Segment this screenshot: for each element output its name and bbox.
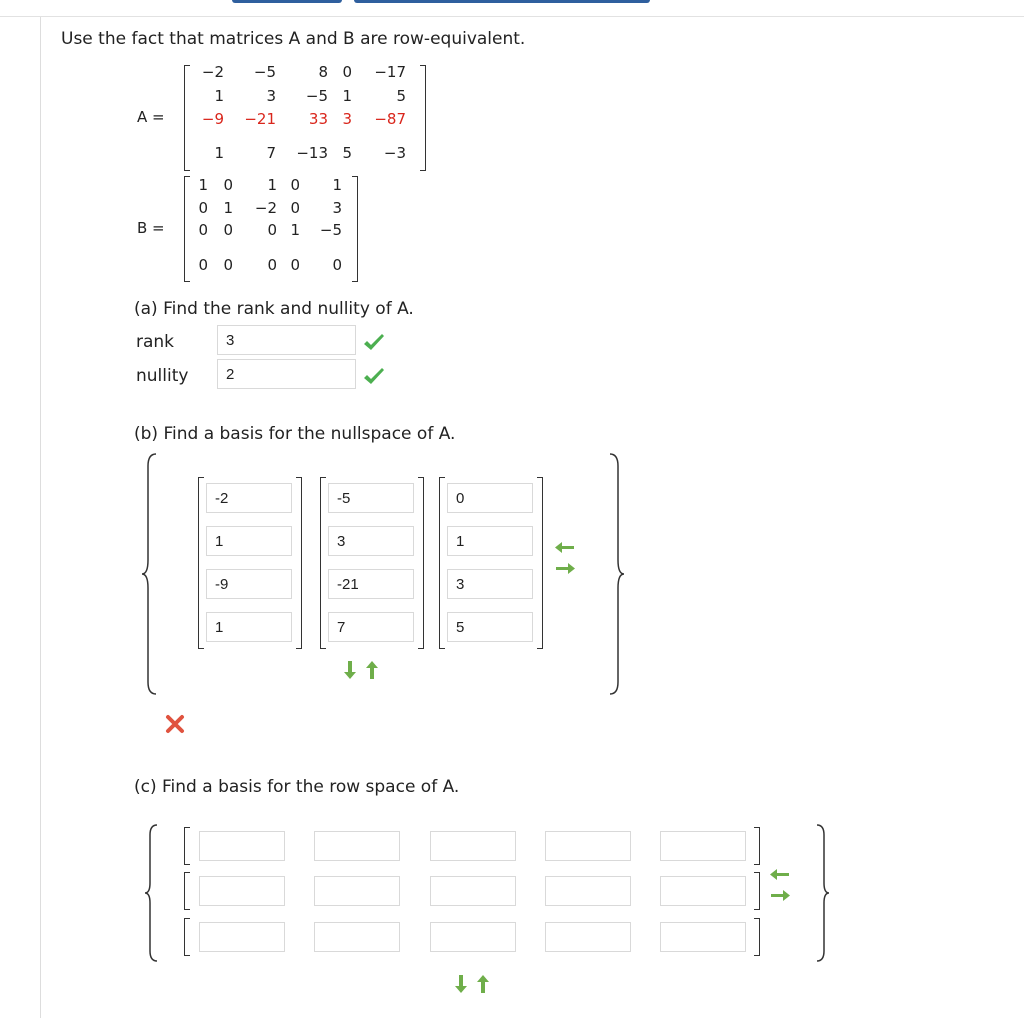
nullspace-vector-entry[interactable]: -5 bbox=[328, 483, 414, 513]
rowspace-entry-input[interactable] bbox=[545, 876, 631, 906]
matrix-a-cell: 1 bbox=[214, 87, 224, 105]
matrix-b-right-bracket bbox=[352, 176, 358, 282]
left-divider bbox=[40, 17, 41, 1018]
row-left-bracket bbox=[184, 918, 190, 956]
top-button-left[interactable] bbox=[232, 0, 342, 3]
rowspace-entry-input[interactable] bbox=[314, 831, 400, 861]
nullspace-vector-entry[interactable]: 0 bbox=[447, 483, 533, 513]
rowspace-entry-input[interactable] bbox=[545, 831, 631, 861]
matrix-b-cell: 0 bbox=[332, 256, 342, 274]
prompt-text: Use the fact that matrices A and B are row-equivalent. bbox=[61, 29, 526, 49]
rowspace-entry-input[interactable] bbox=[199, 876, 285, 906]
matrix-b-label: B = bbox=[137, 219, 165, 237]
rowspace-entry-input[interactable] bbox=[660, 831, 746, 861]
rowspace-entry-input[interactable] bbox=[199, 922, 285, 952]
matrix-b-cell: 1 bbox=[290, 221, 300, 239]
matrix-b-cell: 1 bbox=[332, 176, 342, 194]
vector-left-bracket bbox=[198, 477, 204, 649]
rowspace-entry-input[interactable] bbox=[314, 922, 400, 952]
row-left-bracket bbox=[184, 827, 190, 865]
nullspace-vector-entry[interactable]: -2 bbox=[206, 483, 292, 513]
nullspace-right-brace-icon bbox=[606, 452, 626, 696]
matrix-a-cell: 1 bbox=[214, 144, 224, 162]
matrix-b-cell: 0 bbox=[290, 199, 300, 217]
matrix-a-cell: 3 bbox=[342, 110, 352, 128]
matrix-b-cell: −2 bbox=[254, 199, 277, 217]
vector-left-bracket bbox=[320, 477, 326, 649]
nullspace-vector-entry[interactable]: -21 bbox=[328, 569, 414, 599]
row-right-bracket bbox=[754, 827, 760, 865]
nullspace-left-brace-icon bbox=[140, 452, 160, 696]
matrix-a-cell: 3 bbox=[266, 87, 276, 105]
rowspace-entry-input[interactable] bbox=[430, 831, 516, 861]
matrix-b-cell: 0 bbox=[198, 256, 208, 274]
rowspace-entry-input[interactable] bbox=[314, 876, 400, 906]
matrix-b-cell: 3 bbox=[332, 199, 342, 217]
add-remove-row-arrows-icon[interactable] bbox=[343, 660, 379, 680]
rank-label: rank bbox=[136, 332, 175, 352]
matrix-b-cell: 0 bbox=[198, 199, 208, 217]
top-button-right[interactable] bbox=[354, 0, 650, 3]
vector-right-bracket bbox=[296, 477, 302, 649]
rowspace-add-remove-column-arrows-icon[interactable] bbox=[769, 868, 791, 902]
matrix-a-cell: −5 bbox=[305, 87, 328, 105]
rowspace-entry-input[interactable] bbox=[199, 831, 285, 861]
nullspace-vector-entry[interactable]: 1 bbox=[206, 526, 292, 556]
matrix-a-right-bracket bbox=[420, 65, 426, 171]
matrix-b-cell: −5 bbox=[319, 221, 342, 239]
part-a-question: (a) Find the rank and nullity of A. bbox=[134, 299, 414, 319]
matrix-b-cell: 0 bbox=[267, 256, 277, 274]
matrix-a-cell: −2 bbox=[201, 63, 224, 81]
rowspace-entry-input[interactable] bbox=[430, 922, 516, 952]
row-right-bracket bbox=[754, 918, 760, 956]
nullity-input[interactable]: 2 bbox=[217, 359, 356, 389]
nullspace-vector-entry[interactable]: 7 bbox=[328, 612, 414, 642]
part-b-question: (b) Find a basis for the nullspace of A. bbox=[134, 424, 456, 444]
rank-check-icon bbox=[362, 333, 386, 353]
matrix-b-cell: 0 bbox=[223, 176, 233, 194]
matrix-a-left-bracket bbox=[184, 65, 190, 171]
matrix-a-cell: −17 bbox=[374, 63, 406, 81]
matrix-a-cell: 5 bbox=[396, 87, 406, 105]
add-remove-column-arrows-icon[interactable] bbox=[554, 541, 576, 575]
rank-input[interactable]: 3 bbox=[217, 325, 356, 355]
matrix-b-cell: 0 bbox=[198, 221, 208, 239]
matrix-a-cell: −21 bbox=[244, 110, 276, 128]
wrong-x-icon bbox=[165, 714, 185, 734]
nullity-label: nullity bbox=[136, 366, 189, 386]
rowspace-entry-input[interactable] bbox=[545, 922, 631, 952]
nullity-check-icon bbox=[362, 367, 386, 387]
matrix-a-cell: 0 bbox=[342, 63, 352, 81]
rowspace-entry-input[interactable] bbox=[660, 922, 746, 952]
matrix-a-cell: −9 bbox=[201, 110, 224, 128]
matrix-b-left-bracket bbox=[184, 176, 190, 282]
nullspace-vector-entry[interactable]: -9 bbox=[206, 569, 292, 599]
matrix-b-cell: 0 bbox=[267, 221, 277, 239]
row-right-bracket bbox=[754, 872, 760, 910]
nullspace-vector-entry[interactable]: 5 bbox=[447, 612, 533, 642]
matrix-a-cell: 7 bbox=[266, 144, 276, 162]
nullspace-vector-entry[interactable]: 1 bbox=[206, 612, 292, 642]
vector-left-bracket bbox=[439, 477, 445, 649]
matrix-b-cell: 0 bbox=[223, 256, 233, 274]
matrix-b-cell: 0 bbox=[223, 221, 233, 239]
part-c-question: (c) Find a basis for the row space of A. bbox=[134, 777, 460, 797]
row-left-bracket bbox=[184, 872, 190, 910]
nullspace-vector-entry[interactable]: 3 bbox=[447, 569, 533, 599]
matrix-b-cell: 1 bbox=[223, 199, 233, 217]
matrix-a-cell: −5 bbox=[253, 63, 276, 81]
matrix-a-cell: −3 bbox=[383, 144, 406, 162]
vector-right-bracket bbox=[537, 477, 543, 649]
rowspace-left-brace-icon bbox=[144, 823, 160, 963]
matrix-b-cell: 0 bbox=[290, 256, 300, 274]
matrix-a-cell: 1 bbox=[342, 87, 352, 105]
rowspace-add-remove-row-arrows-icon[interactable] bbox=[454, 974, 490, 994]
top-bar bbox=[0, 0, 1024, 17]
matrix-a-label: A = bbox=[137, 108, 165, 126]
matrix-b-cell: 1 bbox=[198, 176, 208, 194]
matrix-a-cell: 33 bbox=[308, 110, 328, 128]
matrix-a-cell: 5 bbox=[342, 144, 352, 162]
vector-right-bracket bbox=[418, 477, 424, 649]
matrix-a-cell: −13 bbox=[296, 144, 328, 162]
rowspace-right-brace-icon bbox=[814, 823, 830, 963]
matrix-a-cell: −87 bbox=[374, 110, 406, 128]
matrix-b-cell: 1 bbox=[267, 176, 277, 194]
nullspace-vector-entry[interactable]: 3 bbox=[328, 526, 414, 556]
rowspace-entry-input[interactable] bbox=[660, 876, 746, 906]
rowspace-entry-input[interactable] bbox=[430, 876, 516, 906]
nullspace-vector-entry[interactable]: 1 bbox=[447, 526, 533, 556]
matrix-b-cell: 0 bbox=[290, 176, 300, 194]
matrix-a-cell: 8 bbox=[318, 63, 328, 81]
